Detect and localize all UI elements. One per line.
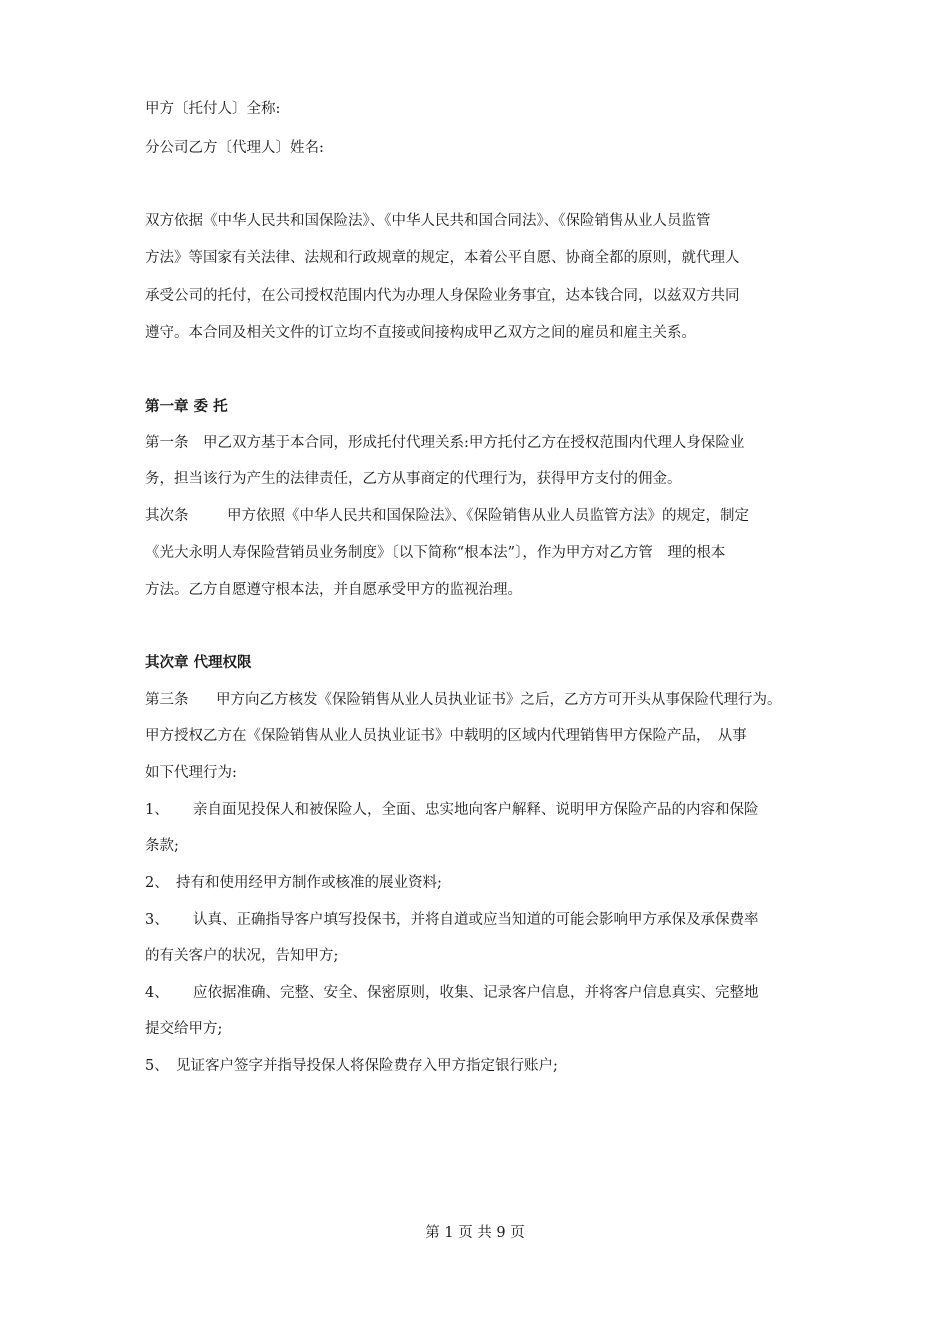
- chapter-2-title: 其次章 代理权限: [145, 654, 252, 671]
- list-item-4-number: 4、: [145, 985, 169, 1001]
- preamble-line-1: 双方依据《中华人民共和国保险法》、《中华人民共和国合同法》、《保险销售从业人员监管: [145, 213, 711, 229]
- preamble-line-4: 遵守。本合同及相关文件的订立均不直接或间接构成甲乙双方之间的雇员和雇主关系。: [145, 325, 696, 341]
- list-item-5: [145, 1056, 558, 1076]
- party-b-name-line: 分公司乙方〔代理人〕姓名:: [145, 140, 324, 156]
- party-a-name-line: 甲方〔托付人〕全称:: [145, 101, 281, 117]
- list-item-5-number: 5、: [145, 1058, 169, 1074]
- preamble-line-3: 承受公司的托付，在公司授权范围内代为办理人身保险业务事宜，达本钱合同，以兹双方共同: [145, 288, 740, 304]
- list-item-3-number: 3、: [145, 912, 169, 928]
- article-1-line-2: 务，担当该行为产生的法律责任，乙方从事商定的代理行为，获得甲方支付的佣金。: [145, 471, 682, 487]
- chapter-1-title: 第一章 委 托: [145, 398, 228, 415]
- article-3-label: 第三条: [145, 692, 189, 708]
- article-2-line-3: 方法。乙方自愿遵守根本法，并自愿承受甲方的监视治理。: [145, 582, 522, 598]
- list-item-1-text: 亲自面见投保人和被保险人，全面、忠实地向客户解释、说明甲方保险产品的内容和保险: [193, 802, 759, 818]
- article-2-line-1: [145, 506, 749, 526]
- list-item-2-text: 持有和使用经甲方制作或核准的展业资料;: [176, 875, 442, 891]
- list-item-1-continuation: 条款;: [145, 838, 179, 854]
- article-1-line-1: [145, 433, 744, 453]
- article-2-text: 甲方依照《中华人民共和国保险法》、《保险销售从业人员监管方法》的规定，制定: [227, 508, 749, 524]
- article-3-line-3: 如下代理行为:: [145, 765, 237, 781]
- preamble-line-2: 方法》等国家有关法律、法规和行政规章的规定，本着公平自愿、协商全都的原则，就代理人: [145, 250, 740, 266]
- page-footer: 第 1 页 共 9 页: [425, 1225, 525, 1241]
- list-item-4-continuation: 提交给甲方;: [145, 1021, 223, 1037]
- article-2-line-2: 《光大永明人寿保险营销员业务制度》〔以下简称“根本法”〕，作为甲方对乙方管 理的根本: [145, 545, 726, 561]
- article-3-line-1: [145, 690, 782, 710]
- article-3-text: 甲方向乙方核发《保险销售从业人员执业证书》之后，乙方方可开头从事保险代理行为。: [216, 692, 782, 708]
- article-3-line-2: 甲方授权乙方在《保险销售从业人员执业证书》中载明的区域内代理销售甲方保险产品， 从事: [145, 728, 747, 744]
- list-item-4-text: 应依据准确、完整、安全、保密原则，收集、记录客户信息，并将客户信息真实、完整地: [193, 985, 759, 1001]
- list-item-5-text: 见证客户签字并指导投保人将保险费存入甲方指定银行账户;: [176, 1058, 558, 1074]
- list-item-3: [145, 910, 759, 930]
- article-2-label: 其次条: [145, 508, 189, 524]
- article-1-label: 第一条: [145, 435, 189, 451]
- list-item-1: [145, 800, 759, 820]
- article-1-text: 甲乙双方基于本合同，形成托付代理关系:甲方托付乙方在授权范围内代理人身保险业: [203, 435, 745, 451]
- list-item-3-continuation: 的有关客户的状况，告知甲方;: [145, 948, 339, 964]
- list-item-1-number: 1、: [145, 802, 169, 818]
- list-item-2-number: 2、: [145, 875, 169, 891]
- list-item-4: [145, 983, 759, 1003]
- list-item-2: [145, 873, 442, 893]
- list-item-3-text: 认真、正确指导客户填写投保书，并将自道或应当知道的可能会影响甲方承保及承保费率: [193, 912, 759, 928]
